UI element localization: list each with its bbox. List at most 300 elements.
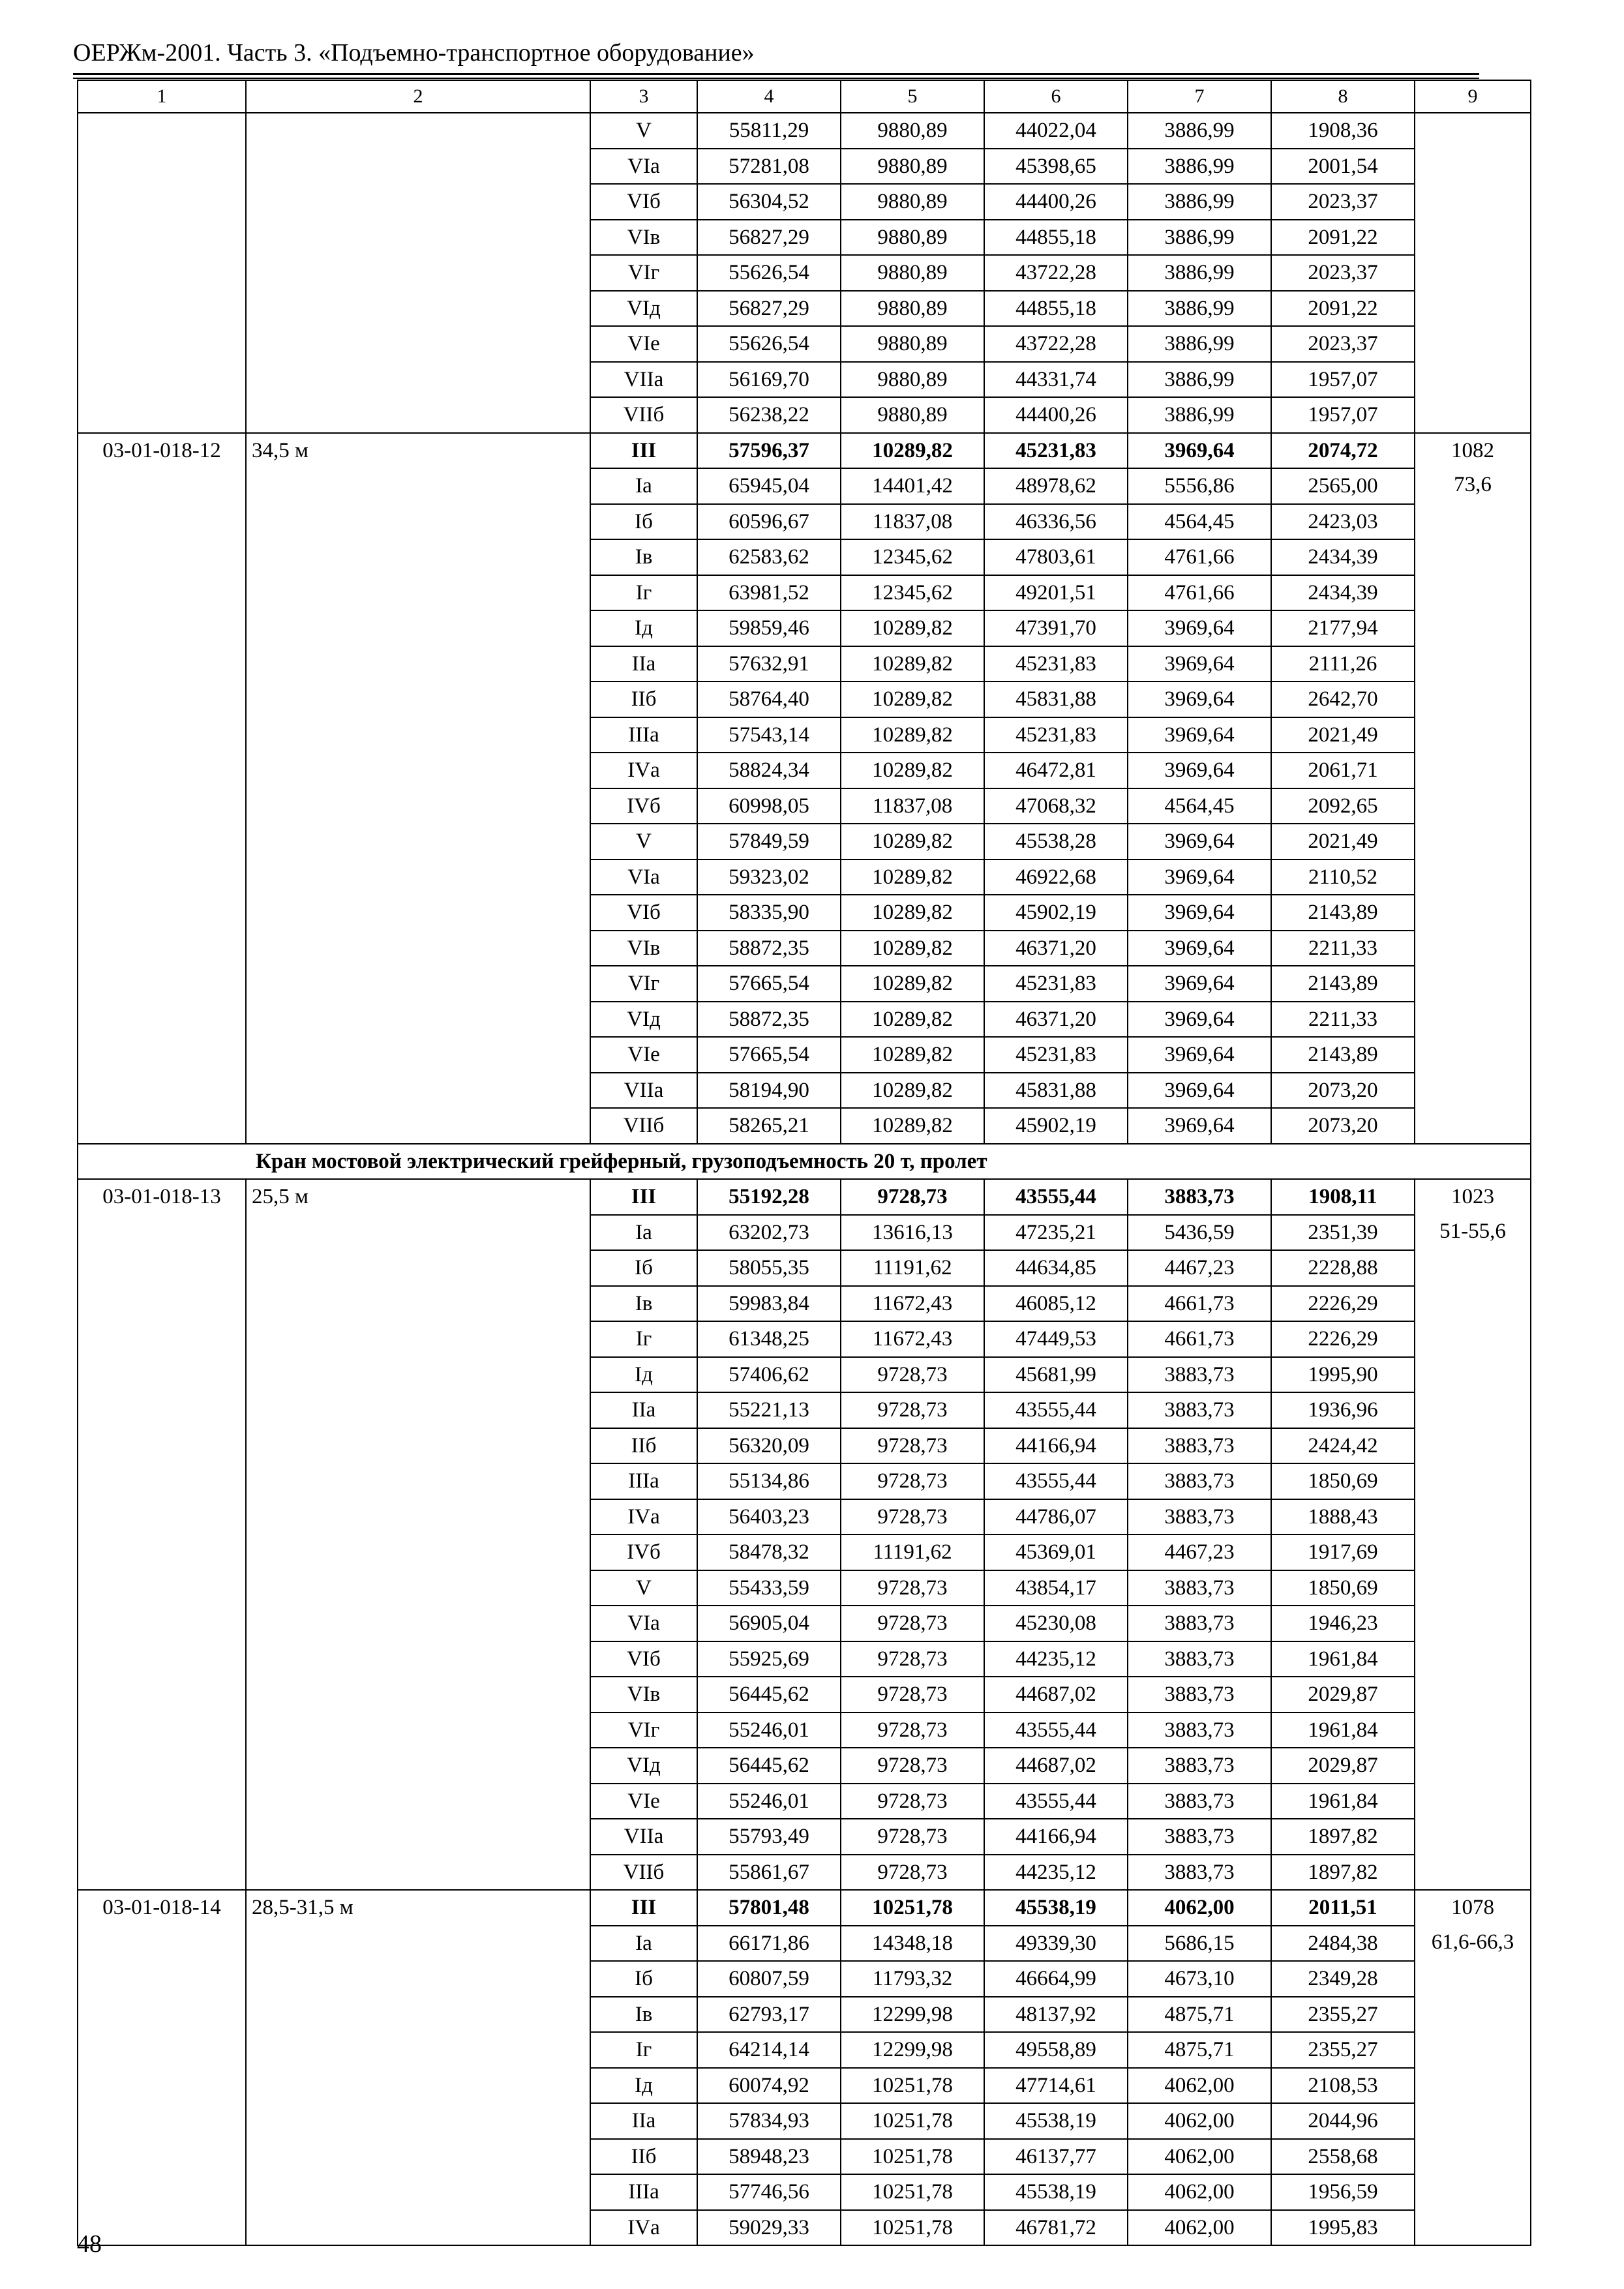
row-label: IVа <box>590 1499 697 1535</box>
value-cell: 3883,73 <box>1128 1357 1271 1393</box>
value-cell: 2355,27 <box>1271 1997 1415 2033</box>
column-number-cell: 1 <box>78 80 246 113</box>
column-number-row <box>78 80 1531 113</box>
value-cell: 55925,69 <box>697 1641 841 1677</box>
value-cell: 2111,26 <box>1271 646 1415 682</box>
value-cell: 45230,08 <box>984 1606 1128 1641</box>
value-cell: 10251,78 <box>841 2210 984 2246</box>
value-cell: 1888,43 <box>1271 1499 1415 1535</box>
value-cell: 10289,82 <box>841 1108 984 1144</box>
value-cell: 58824,34 <box>697 753 841 788</box>
value-cell: 59859,46 <box>697 610 841 646</box>
value-cell: 3883,73 <box>1128 1606 1271 1641</box>
value-cell: 44855,18 <box>984 220 1128 256</box>
value-cell: 9728,73 <box>841 1748 984 1784</box>
column-number-cell: 3 <box>590 80 697 113</box>
value-cell: 43555,44 <box>984 1392 1128 1428</box>
row-label: Iа <box>590 1215 697 1251</box>
value-cell: 9880,89 <box>841 397 984 433</box>
value-cell: 46781,72 <box>984 2210 1128 2246</box>
value-cell: 58764,40 <box>697 681 841 717</box>
value-cell: 46336,56 <box>984 504 1128 540</box>
span-cell <box>246 113 590 433</box>
value-cell: 2023,37 <box>1271 184 1415 220</box>
value-cell: 2061,71 <box>1271 753 1415 788</box>
value-cell: 3969,64 <box>1128 681 1271 717</box>
value-cell: 44687,02 <box>984 1677 1128 1713</box>
value-cell: 56320,09 <box>697 1428 841 1464</box>
row-label: IVб <box>590 788 697 824</box>
column-9-value: 61,6-66,3 <box>1431 1930 1514 1954</box>
value-cell: 44634,85 <box>984 1250 1128 1286</box>
value-cell: 56827,29 <box>697 220 841 256</box>
value-cell: 1897,82 <box>1271 1819 1415 1855</box>
value-cell: 10251,78 <box>841 2103 984 2139</box>
value-cell: 58335,90 <box>697 895 841 931</box>
value-cell: 55192,28 <box>697 1179 841 1215</box>
span-value <box>252 113 586 148</box>
value-cell: 2424,42 <box>1271 1428 1415 1464</box>
value-cell: 58194,90 <box>697 1073 841 1109</box>
rate-code: 03-01-018-13 <box>102 1185 221 1208</box>
value-cell: 1850,69 <box>1271 1570 1415 1606</box>
rate-code-cell <box>78 1890 246 2245</box>
value-cell: 60596,67 <box>697 504 841 540</box>
value-cell: 12345,62 <box>841 575 984 611</box>
value-cell: 4673,10 <box>1128 1961 1271 1997</box>
value-cell: 4661,73 <box>1128 1321 1271 1357</box>
value-cell: 4661,73 <box>1128 1286 1271 1322</box>
value-cell: 45902,19 <box>984 1108 1128 1144</box>
column-9-value: 51-55,6 <box>1439 1219 1506 1243</box>
value-cell: 5686,15 <box>1128 1926 1271 1962</box>
value-cell: 62583,62 <box>697 539 841 575</box>
value-cell: 43555,44 <box>984 1713 1128 1748</box>
value-cell: 56403,23 <box>697 1499 841 1535</box>
value-cell: 2423,03 <box>1271 504 1415 540</box>
row-label: Iв <box>590 1286 697 1322</box>
value-cell: 3969,64 <box>1128 1073 1271 1109</box>
value-cell: 57632,91 <box>697 646 841 682</box>
value-cell: 2074,72 <box>1271 433 1415 469</box>
value-cell: 4761,66 <box>1128 575 1271 611</box>
value-cell: 9728,73 <box>841 1570 984 1606</box>
span-value: 28,5-31,5 м <box>252 1896 353 1919</box>
value-cell: 45538,28 <box>984 824 1128 860</box>
value-cell: 46371,20 <box>984 1002 1128 1038</box>
row-label: IIа <box>590 1392 697 1428</box>
page-title: ОЕРЖм-2001. Часть 3. «Подъемно-транспортное оборудование» <box>73 39 755 67</box>
value-cell: 2226,29 <box>1271 1321 1415 1357</box>
row-label: VIа <box>590 860 697 895</box>
value-cell: 43854,17 <box>984 1570 1128 1606</box>
value-cell: 55246,01 <box>697 1784 841 1819</box>
value-cell: 9728,73 <box>841 1784 984 1819</box>
value-cell: 4875,71 <box>1128 1997 1271 2033</box>
row-label: VIг <box>590 255 697 291</box>
column-number-cell: 2 <box>246 80 590 113</box>
value-cell: 55246,01 <box>697 1713 841 1748</box>
value-cell: 43555,44 <box>984 1179 1128 1215</box>
value-cell: 3969,64 <box>1128 433 1271 469</box>
value-cell: 2044,96 <box>1271 2103 1415 2139</box>
row-label: Iг <box>590 1321 697 1357</box>
value-cell: 2434,39 <box>1271 539 1415 575</box>
value-cell: 46664,99 <box>984 1961 1128 1997</box>
value-cell: 3969,64 <box>1128 1002 1271 1038</box>
row-label: Iб <box>590 1961 697 1997</box>
value-cell: 58055,35 <box>697 1250 841 1286</box>
value-cell: 47391,70 <box>984 610 1128 646</box>
value-cell: 4062,00 <box>1128 2103 1271 2139</box>
value-cell: 43555,44 <box>984 1784 1128 1819</box>
row-label: VIг <box>590 966 697 1002</box>
value-cell: 49201,51 <box>984 575 1128 611</box>
value-cell: 4564,45 <box>1128 504 1271 540</box>
value-cell: 1897,82 <box>1271 1855 1415 1891</box>
value-cell: 9880,89 <box>841 326 984 362</box>
value-cell: 48978,62 <box>984 468 1128 504</box>
value-cell: 58872,35 <box>697 1002 841 1038</box>
value-cell: 57281,08 <box>697 149 841 185</box>
value-cell: 3883,73 <box>1128 1463 1271 1499</box>
row-label: VIб <box>590 895 697 931</box>
rate-code: 03-01-018-12 <box>102 438 221 462</box>
value-cell: 5556,86 <box>1128 468 1271 504</box>
value-cell: 3883,73 <box>1128 1179 1271 1215</box>
span-value: 25,5 м <box>252 1185 308 1208</box>
value-cell: 56445,62 <box>697 1677 841 1713</box>
value-cell: 2023,37 <box>1271 255 1415 291</box>
value-cell: 45831,88 <box>984 1073 1128 1109</box>
page-number: 48 <box>77 2230 102 2258</box>
value-cell: 59029,33 <box>697 2210 841 2246</box>
row-label: Iв <box>590 539 697 575</box>
value-cell: 3883,73 <box>1128 1428 1271 1464</box>
value-cell: 4761,66 <box>1128 539 1271 575</box>
value-cell: 9728,73 <box>841 1499 984 1535</box>
value-cell: 45538,19 <box>984 2174 1128 2210</box>
section-title: Кран мостовой электрический грейферный, грузоподъемность 20 т, пролет <box>78 1144 1531 1180</box>
rate-code: 03-01-018-14 <box>102 1896 221 1919</box>
value-cell: 3883,73 <box>1128 1499 1271 1535</box>
row-label: VIв <box>590 931 697 966</box>
value-cell: 1995,83 <box>1271 2210 1415 2246</box>
value-cell: 2351,39 <box>1271 1215 1415 1251</box>
value-cell: 3969,64 <box>1128 966 1271 1002</box>
value-cell: 45538,19 <box>984 1890 1128 1926</box>
value-cell: 10289,82 <box>841 1002 984 1038</box>
row-label: III <box>590 433 697 469</box>
row-label: Iд <box>590 610 697 646</box>
row-label: VIб <box>590 1641 697 1677</box>
value-cell: 2177,94 <box>1271 610 1415 646</box>
row-label: IIIа <box>590 2174 697 2210</box>
value-cell: 45831,88 <box>984 681 1128 717</box>
value-cell: 3886,99 <box>1128 113 1271 149</box>
value-cell: 10289,82 <box>841 610 984 646</box>
value-cell: 57406,62 <box>697 1357 841 1393</box>
value-cell: 46472,81 <box>984 753 1128 788</box>
row-label: VIг <box>590 1713 697 1748</box>
value-cell: 3969,64 <box>1128 610 1271 646</box>
row-label: VIIб <box>590 397 697 433</box>
value-cell: 3883,73 <box>1128 1819 1271 1855</box>
value-cell: 60807,59 <box>697 1961 841 1997</box>
value-cell: 3886,99 <box>1128 397 1271 433</box>
value-cell: 11672,43 <box>841 1286 984 1322</box>
value-cell: 1917,69 <box>1271 1534 1415 1570</box>
section-header-row <box>78 1144 1531 1180</box>
value-cell: 63981,52 <box>697 575 841 611</box>
row-label: Iв <box>590 1997 697 2033</box>
row-label: VIIа <box>590 362 697 398</box>
row-label: V <box>590 824 697 860</box>
value-cell: 47803,61 <box>984 539 1128 575</box>
value-cell: 64214,14 <box>697 2032 841 2068</box>
value-cell: 2143,89 <box>1271 966 1415 1002</box>
value-cell: 3886,99 <box>1128 291 1271 327</box>
value-cell: 46371,20 <box>984 931 1128 966</box>
value-cell: 44166,94 <box>984 1819 1128 1855</box>
value-cell: 48137,92 <box>984 1997 1128 2033</box>
value-cell: 65945,04 <box>697 468 841 504</box>
column-number-cell: 4 <box>697 80 841 113</box>
row-label: VIIа <box>590 1819 697 1855</box>
column-9-cell <box>1415 1179 1531 1890</box>
value-cell: 3883,73 <box>1128 1392 1271 1428</box>
value-cell: 3969,64 <box>1128 753 1271 788</box>
rate-code <box>82 113 241 148</box>
value-cell: 45398,65 <box>984 149 1128 185</box>
value-cell: 2558,68 <box>1271 2139 1415 2175</box>
value-cell: 2226,29 <box>1271 1286 1415 1322</box>
value-cell: 3886,99 <box>1128 255 1271 291</box>
value-cell: 14401,42 <box>841 468 984 504</box>
rate-code-cell <box>78 433 246 1144</box>
value-cell: 44786,07 <box>984 1499 1128 1535</box>
value-cell: 3883,73 <box>1128 1855 1271 1891</box>
value-cell: 58872,35 <box>697 931 841 966</box>
value-cell: 5436,59 <box>1128 1215 1271 1251</box>
value-cell: 2091,22 <box>1271 291 1415 327</box>
row-label: III <box>590 1179 697 1215</box>
value-cell: 49558,89 <box>984 2032 1128 2068</box>
value-cell: 55811,29 <box>697 113 841 149</box>
rate-code-cell <box>78 1179 246 1890</box>
value-cell: 45231,83 <box>984 717 1128 753</box>
value-cell: 3886,99 <box>1128 220 1271 256</box>
header-rule-bottom <box>73 78 1479 79</box>
value-cell: 3969,64 <box>1128 1108 1271 1144</box>
value-cell: 44855,18 <box>984 291 1128 327</box>
column-9-value: 1023 <box>1451 1185 1494 1208</box>
value-cell: 44166,94 <box>984 1428 1128 1464</box>
column-9-cell <box>1415 1890 1531 2245</box>
value-cell: 10289,82 <box>841 646 984 682</box>
value-cell: 45231,83 <box>984 646 1128 682</box>
value-cell: 9728,73 <box>841 1819 984 1855</box>
value-cell: 66171,86 <box>697 1926 841 1962</box>
value-cell: 56905,04 <box>697 1606 841 1641</box>
value-cell: 55626,54 <box>697 326 841 362</box>
value-cell: 11793,32 <box>841 1961 984 1997</box>
span-cell <box>246 1890 590 2245</box>
value-cell: 3969,64 <box>1128 646 1271 682</box>
value-cell: 46137,77 <box>984 2139 1128 2175</box>
value-cell: 4062,00 <box>1128 2068 1271 2104</box>
value-cell: 10289,82 <box>841 860 984 895</box>
value-cell: 57746,56 <box>697 2174 841 2210</box>
value-cell: 3886,99 <box>1128 362 1271 398</box>
value-cell: 4062,00 <box>1128 2139 1271 2175</box>
row-label: VIIа <box>590 1073 697 1109</box>
row-label: Iб <box>590 504 697 540</box>
row-label: VIд <box>590 1002 697 1038</box>
row-label: IIб <box>590 1428 697 1464</box>
value-cell: 12345,62 <box>841 539 984 575</box>
value-cell: 9880,89 <box>841 220 984 256</box>
value-cell: 3883,73 <box>1128 1677 1271 1713</box>
value-cell: 2023,37 <box>1271 326 1415 362</box>
value-cell: 44022,04 <box>984 113 1128 149</box>
row-label: VIд <box>590 291 697 327</box>
value-cell: 57665,54 <box>697 1037 841 1073</box>
value-cell: 47714,61 <box>984 2068 1128 2104</box>
value-cell: 46922,68 <box>984 860 1128 895</box>
row-label: IIб <box>590 681 697 717</box>
value-cell: 1995,90 <box>1271 1357 1415 1393</box>
row-label: Iа <box>590 468 697 504</box>
value-cell: 45231,83 <box>984 1037 1128 1073</box>
row-label: Iд <box>590 2068 697 2104</box>
value-cell: 1908,11 <box>1271 1179 1415 1215</box>
value-cell: 11191,62 <box>841 1534 984 1570</box>
row-label: VIе <box>590 326 697 362</box>
row-label: IIIа <box>590 1463 697 1499</box>
value-cell: 2143,89 <box>1271 895 1415 931</box>
column-9-cell <box>1415 113 1531 433</box>
value-cell: 10289,82 <box>841 1037 984 1073</box>
table-row <box>78 1179 1531 1215</box>
column-number-cell: 5 <box>841 80 984 113</box>
value-cell: 57849,59 <box>697 824 841 860</box>
value-cell: 63202,73 <box>697 1215 841 1251</box>
row-label: Iд <box>590 1357 697 1393</box>
value-cell: 44400,26 <box>984 397 1128 433</box>
row-label: VIа <box>590 149 697 185</box>
row-label: V <box>590 113 697 149</box>
value-cell: 14348,18 <box>841 1926 984 1962</box>
value-cell: 4875,71 <box>1128 2032 1271 2068</box>
column-number-cell: 9 <box>1415 80 1531 113</box>
value-cell: 3883,73 <box>1128 1570 1271 1606</box>
value-cell: 11672,43 <box>841 1321 984 1357</box>
row-label: VIб <box>590 184 697 220</box>
value-cell: 44235,12 <box>984 1641 1128 1677</box>
value-cell: 58948,23 <box>697 2139 841 2175</box>
value-cell: 60074,92 <box>697 2068 841 2104</box>
value-cell: 2021,49 <box>1271 717 1415 753</box>
value-cell: 2642,70 <box>1271 681 1415 717</box>
value-cell: 3883,73 <box>1128 1713 1271 1748</box>
value-cell: 9880,89 <box>841 255 984 291</box>
value-cell: 59323,02 <box>697 860 841 895</box>
value-cell: 10289,82 <box>841 966 984 1002</box>
rates-table <box>77 80 1531 2246</box>
value-cell: 44400,26 <box>984 184 1128 220</box>
value-cell: 44235,12 <box>984 1855 1128 1891</box>
value-cell: 47235,21 <box>984 1215 1128 1251</box>
column-9-value: 1078 <box>1451 1896 1494 1919</box>
row-label: VIв <box>590 220 697 256</box>
value-cell: 2021,49 <box>1271 824 1415 860</box>
value-cell: 2091,22 <box>1271 220 1415 256</box>
row-label: VIд <box>590 1748 697 1784</box>
value-cell: 2011,51 <box>1271 1890 1415 1926</box>
rate-code-cell <box>78 113 246 433</box>
value-cell: 2484,38 <box>1271 1926 1415 1962</box>
value-cell: 58265,21 <box>697 1108 841 1144</box>
value-cell: 9728,73 <box>841 1713 984 1748</box>
value-cell: 46085,12 <box>984 1286 1128 1322</box>
value-cell: 9880,89 <box>841 291 984 327</box>
value-cell: 9728,73 <box>841 1606 984 1641</box>
value-cell: 9728,73 <box>841 1392 984 1428</box>
table-row <box>78 113 1531 149</box>
row-label: VIе <box>590 1037 697 1073</box>
value-cell: 56445,62 <box>697 1748 841 1784</box>
value-cell: 55861,67 <box>697 1855 841 1891</box>
value-cell: 9728,73 <box>841 1641 984 1677</box>
value-cell: 2108,53 <box>1271 2068 1415 2104</box>
value-cell: 9880,89 <box>841 149 984 185</box>
value-cell: 10289,82 <box>841 681 984 717</box>
value-cell: 1936,96 <box>1271 1392 1415 1428</box>
row-label: Iг <box>590 575 697 611</box>
row-label: VIе <box>590 1784 697 1819</box>
value-cell: 2029,87 <box>1271 1677 1415 1713</box>
value-cell: 9728,73 <box>841 1463 984 1499</box>
value-cell: 45231,83 <box>984 433 1128 469</box>
value-cell: 9728,73 <box>841 1357 984 1393</box>
table-body <box>78 80 1531 2245</box>
value-cell: 9880,89 <box>841 184 984 220</box>
value-cell: 2001,54 <box>1271 149 1415 185</box>
value-cell: 4467,23 <box>1128 1250 1271 1286</box>
value-cell: 2073,20 <box>1271 1073 1415 1109</box>
value-cell: 57596,37 <box>697 433 841 469</box>
row-label: VIа <box>590 1606 697 1641</box>
value-cell: 10251,78 <box>841 2139 984 2175</box>
value-cell: 57543,14 <box>697 717 841 753</box>
value-cell: 10289,82 <box>841 895 984 931</box>
value-cell: 47068,32 <box>984 788 1128 824</box>
value-cell: 3969,64 <box>1128 895 1271 931</box>
value-cell: 11191,62 <box>841 1250 984 1286</box>
value-cell: 1957,07 <box>1271 397 1415 433</box>
value-cell: 1956,59 <box>1271 2174 1415 2210</box>
row-label: VIIб <box>590 1855 697 1891</box>
value-cell: 3886,99 <box>1128 326 1271 362</box>
value-cell: 62793,17 <box>697 1997 841 2033</box>
value-cell: 10289,82 <box>841 1073 984 1109</box>
row-label: IIб <box>590 2139 697 2175</box>
value-cell: 55433,59 <box>697 1570 841 1606</box>
value-cell: 1957,07 <box>1271 362 1415 398</box>
value-cell: 10289,82 <box>841 824 984 860</box>
value-cell: 4467,23 <box>1128 1534 1271 1570</box>
